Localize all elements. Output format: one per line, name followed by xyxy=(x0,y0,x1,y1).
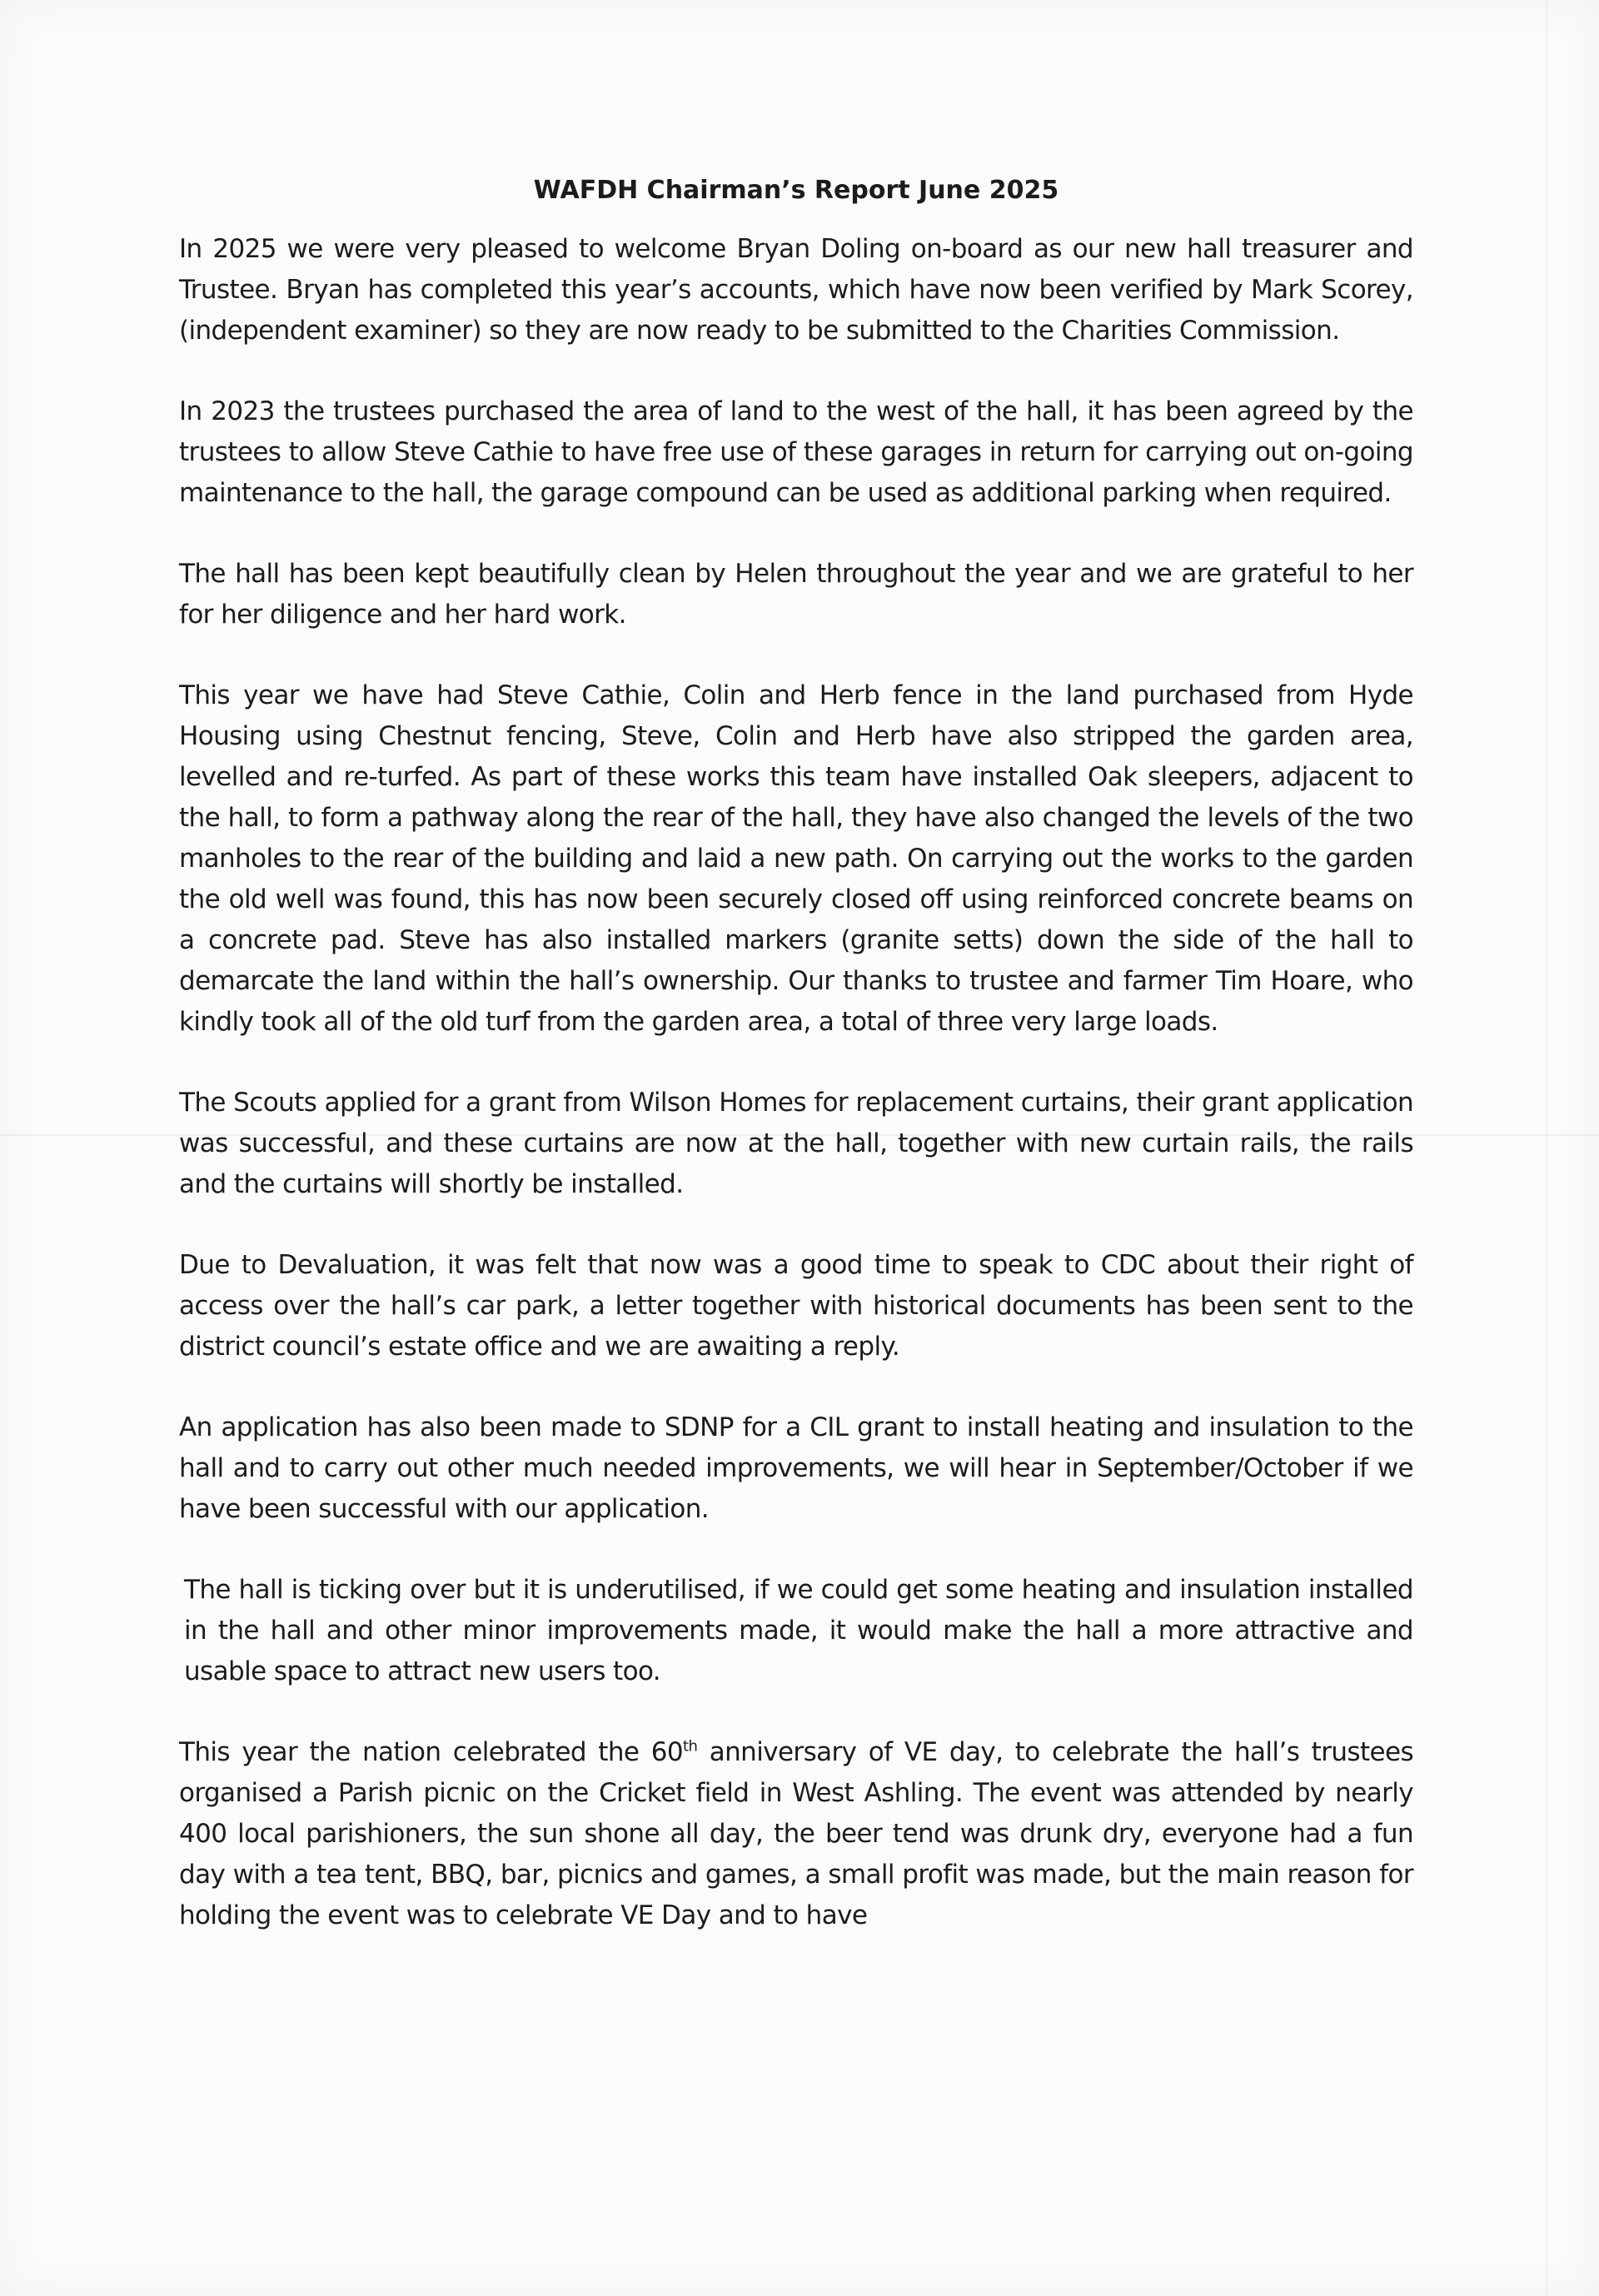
paragraph-underutilised: The hall is ticking over but it is underutilised, if we could get some heating and insulation installed in the hall and other minor improvements made, it would make the hall a more attractive and usable space to attract new users too. xyxy=(184,1575,1413,1686)
ve-day-text-start: This year the nation celebrated the 60 xyxy=(179,1737,684,1767)
paragraph-car-park-access: Due to Devaluation, it was felt that now was a good time to speak to CDC about their right of access over the hall’s car park, a letter together with historical documents has been sent to the district council’s estate office and we are awaiting a reply. xyxy=(179,1250,1413,1362)
paragraph-ve-day xyxy=(179,1732,1413,1936)
paragraph-cleaning: The hall has been kept beautifully clean by Helen throughout the year and we are grateful to her for her diligence and her hard work. xyxy=(179,559,1413,630)
paragraph-scouts-curtains: The Scouts applied for a grant from Wilson Homes for replacement curtains, their grant application was successful, and these curtains are now at the hall, together with new curtain rails, the rails and the curtains will shortly be installed. xyxy=(179,1088,1413,1199)
report-title: WAFDH Chairman’s Report June 2025 xyxy=(533,176,1059,205)
paragraph-land-purchase: In 2023 the trustees purchased the area of land to the west of the hall, it has been agreed by the trustees to allow Steve Cathie to have free use of these garages in return for carrying out on-going maintenance to the hall, the garage compound can be used as additional parking when required. xyxy=(179,396,1413,508)
report-body xyxy=(179,171,1413,1976)
ordinal-superscript: th xyxy=(683,1737,698,1756)
paper-edge-shadow xyxy=(1546,0,1547,2296)
paragraph-new-treasurer: In 2025 we were very pleased to welcome Bryan Doling on-board as our new hall treasurer and Trustee. Bryan has completed this year’s accounts, which have now been verified by Mark Scorey, (independent examiner) so they are now ready to be submitted to the Charities Commission. xyxy=(179,234,1413,346)
paragraph-fencing-works: This year we have had Steve Cathie, Colin and Herb fence in the land purchased from Hyde Housing using Chestnut fencing, Steve, Colin and Herb have also stripped the garden area, levelled and re-turfed. As part of these works this team have installed Oak sleepers, adjacent to the hall, to form a pathway along the rear of the hall, they have also changed the levels of the two manholes to the rear of the building and laid a new path. On carrying out the works to the garden the old well was found, this has now been securely closed off using reinforced concrete beams on a concrete pad. Steve has also installed markers (granite setts) down the side of the hall to demarcate the land within the hall’s ownership. Our thanks to trustee and farmer Tim Hoare, who kindly took all of the old turf from the garden area, a total of three very large loads. xyxy=(179,680,1413,1037)
paragraph-cil-grant: An application has also been made to SDNP for a CIL grant to install heating and insulation to the hall and to carry out other much needed improvements, we will hear in September/October if we have been successful with our application. xyxy=(179,1412,1413,1524)
ve-day-text-rest: anniversary of VE day, to celebrate the hall’s trustees organised a Parish picnic on the Cricket field in West Ashling. The event was attended by nearly 400 local parishioners, the sun shone all day, the beer tend was drunk dry, everyone had a fun day with a tea tent, BBQ, bar, picnics and games, a small profit was made, but the main reason for holding the event was to celebrate VE Day and to have xyxy=(179,1737,1413,1930)
